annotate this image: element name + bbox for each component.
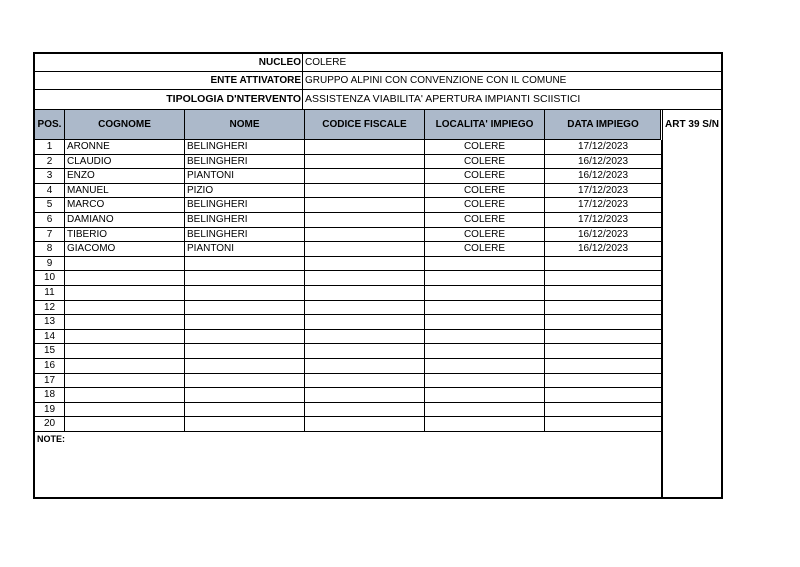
row-pos: 14 [35,330,65,344]
row-codice-fiscale [305,417,425,431]
row-localita [425,286,545,300]
row-pos: 8 [35,242,65,256]
row-codice-fiscale [305,184,425,198]
row-localita [425,257,545,271]
row-nome [185,271,305,285]
row-data [545,330,662,344]
table-row [35,359,662,374]
row-codice-fiscale [305,198,425,212]
table-row [35,242,662,257]
row-pos: 11 [35,286,65,300]
table-row [35,344,662,359]
row-codice-fiscale [305,271,425,285]
ente-value: GRUPPO ALPINI CON CONVENZIONE CON IL COMUNE [305,75,567,86]
row-nome: PIANTONI [185,242,305,256]
row-nome: BELINGHERI [185,140,305,154]
table-row [35,184,662,199]
row-localita: COLERE [425,184,545,198]
row-nome [185,374,305,388]
row-localita [425,330,545,344]
row-localita: COLERE [425,169,545,183]
row-localita [425,388,545,402]
row-pos: 4 [35,184,65,198]
row-localita [425,417,545,431]
row-data: 17/12/2023 [545,198,662,212]
row-nome: BELINGHERI [185,213,305,227]
row-codice-fiscale [305,286,425,300]
row-nome [185,330,305,344]
row-data: 17/12/2023 [545,184,662,198]
row-cognome: MANUEL [65,184,185,198]
table-row [35,330,662,345]
row-pos: 18 [35,388,65,402]
row-localita [425,359,545,373]
row-pos: 13 [35,315,65,329]
nucleo-row [35,54,721,72]
row-nome [185,286,305,300]
row-cognome [65,330,185,344]
row-pos: 16 [35,359,65,373]
row-pos: 17 [35,374,65,388]
row-localita [425,271,545,285]
row-pos: 15 [35,344,65,358]
sheet [33,52,723,499]
nucleo-value: COLERE [305,57,347,68]
row-nome [185,359,305,373]
row-data: 16/12/2023 [545,228,662,242]
row-data [545,374,662,388]
row-codice-fiscale [305,359,425,373]
row-pos: 10 [35,271,65,285]
row-codice-fiscale [305,155,425,169]
col-nome: NOME [185,110,305,139]
row-cognome: CLAUDIO [65,155,185,169]
table-row [35,301,662,316]
table-row [35,417,662,432]
row-cognome [65,417,185,431]
row-cognome [65,301,185,315]
row-pos: 2 [35,155,65,169]
art39-column [662,110,721,497]
ente-label: ENTE ATTIVATORE [35,72,303,89]
row-pos: 3 [35,169,65,183]
row-data [545,403,662,417]
table-row [35,315,662,330]
row-localita: COLERE [425,140,545,154]
row-codice-fiscale [305,374,425,388]
row-cognome: ARONNE [65,140,185,154]
tipologia-value: ASSISTENZA VIABILITA' APERTURA IMPIANTI SCIISTICI [305,93,581,105]
table-row [35,228,662,243]
row-cognome [65,315,185,329]
row-codice-fiscale [305,330,425,344]
row-localita: COLERE [425,228,545,242]
row-localita: COLERE [425,198,545,212]
notes-area [35,432,662,497]
row-cognome [65,359,185,373]
row-codice-fiscale [305,242,425,256]
row-localita: COLERE [425,213,545,227]
row-codice-fiscale [305,228,425,242]
row-nome: BELINGHERI [185,155,305,169]
row-codice-fiscale [305,388,425,402]
row-data: 17/12/2023 [545,213,662,227]
row-data [545,388,662,402]
row-nome [185,344,305,358]
row-cognome [65,403,185,417]
table-row [35,140,662,155]
row-nome [185,417,305,431]
row-data [545,286,662,300]
table-row [35,374,662,389]
table-row [35,388,662,403]
row-codice-fiscale [305,257,425,271]
row-pos: 1 [35,140,65,154]
row-data [545,315,662,329]
row-localita [425,315,545,329]
row-codice-fiscale [305,344,425,358]
row-cognome [65,344,185,358]
row-codice-fiscale [305,315,425,329]
table-row [35,198,662,213]
tipologia-row [35,90,721,110]
row-codice-fiscale [305,403,425,417]
row-localita: COLERE [425,242,545,256]
col-art39: ART 39 S/N [665,119,719,130]
row-nome [185,388,305,402]
row-cognome [65,388,185,402]
table-row [35,271,662,286]
row-pos: 19 [35,403,65,417]
row-pos: 20 [35,417,65,431]
row-pos: 7 [35,228,65,242]
row-pos: 6 [35,213,65,227]
col-pos: POS. [35,110,65,139]
row-nome [185,257,305,271]
row-data [545,417,662,431]
table-row [35,286,662,301]
row-cognome [65,257,185,271]
ente-row [35,72,721,90]
row-data: 16/12/2023 [545,242,662,256]
row-codice-fiscale [305,213,425,227]
row-cognome: ENZO [65,169,185,183]
table-row [35,403,662,418]
row-localita [425,301,545,315]
row-codice-fiscale [305,140,425,154]
row-cognome: GIACOMO [65,242,185,256]
row-data [545,271,662,285]
row-nome: BELINGHERI [185,198,305,212]
table-row [35,155,662,170]
col-cognome: COGNOME [65,110,185,139]
row-cognome [65,286,185,300]
row-nome [185,315,305,329]
row-cognome [65,271,185,285]
row-cognome: DAMIANO [65,213,185,227]
table-row [35,169,662,184]
row-localita [425,344,545,358]
notes-label: NOTE: [37,434,65,444]
row-nome: PIANTONI [185,169,305,183]
row-nome: PIZIO [185,184,305,198]
row-codice-fiscale [305,301,425,315]
row-codice-fiscale [305,169,425,183]
table-row [35,257,662,272]
row-pos: 5 [35,198,65,212]
row-data [545,257,662,271]
row-data: 17/12/2023 [545,140,662,154]
col-localita: LOCALITA' IMPIEGO [425,110,545,139]
col-codice-fiscale: CODICE FISCALE [305,110,425,139]
row-data [545,359,662,373]
column-header-row [35,110,661,140]
col-data: DATA IMPIEGO [567,119,639,130]
row-data [545,344,662,358]
nucleo-label: NUCLEO [35,54,303,71]
row-nome [185,403,305,417]
row-cognome: TIBERIO [65,228,185,242]
row-data [545,301,662,315]
row-data: 16/12/2023 [545,169,662,183]
row-localita [425,403,545,417]
table-row [35,213,662,228]
row-cognome: MARCO [65,198,185,212]
row-localita [425,374,545,388]
row-pos: 9 [35,257,65,271]
row-cognome [65,374,185,388]
tipologia-label: TIPOLOGIA D'NTERVENTO [35,90,303,109]
row-pos: 12 [35,301,65,315]
row-nome: BELINGHERI [185,228,305,242]
row-nome [185,301,305,315]
row-data: 16/12/2023 [545,155,662,169]
row-localita: COLERE [425,155,545,169]
